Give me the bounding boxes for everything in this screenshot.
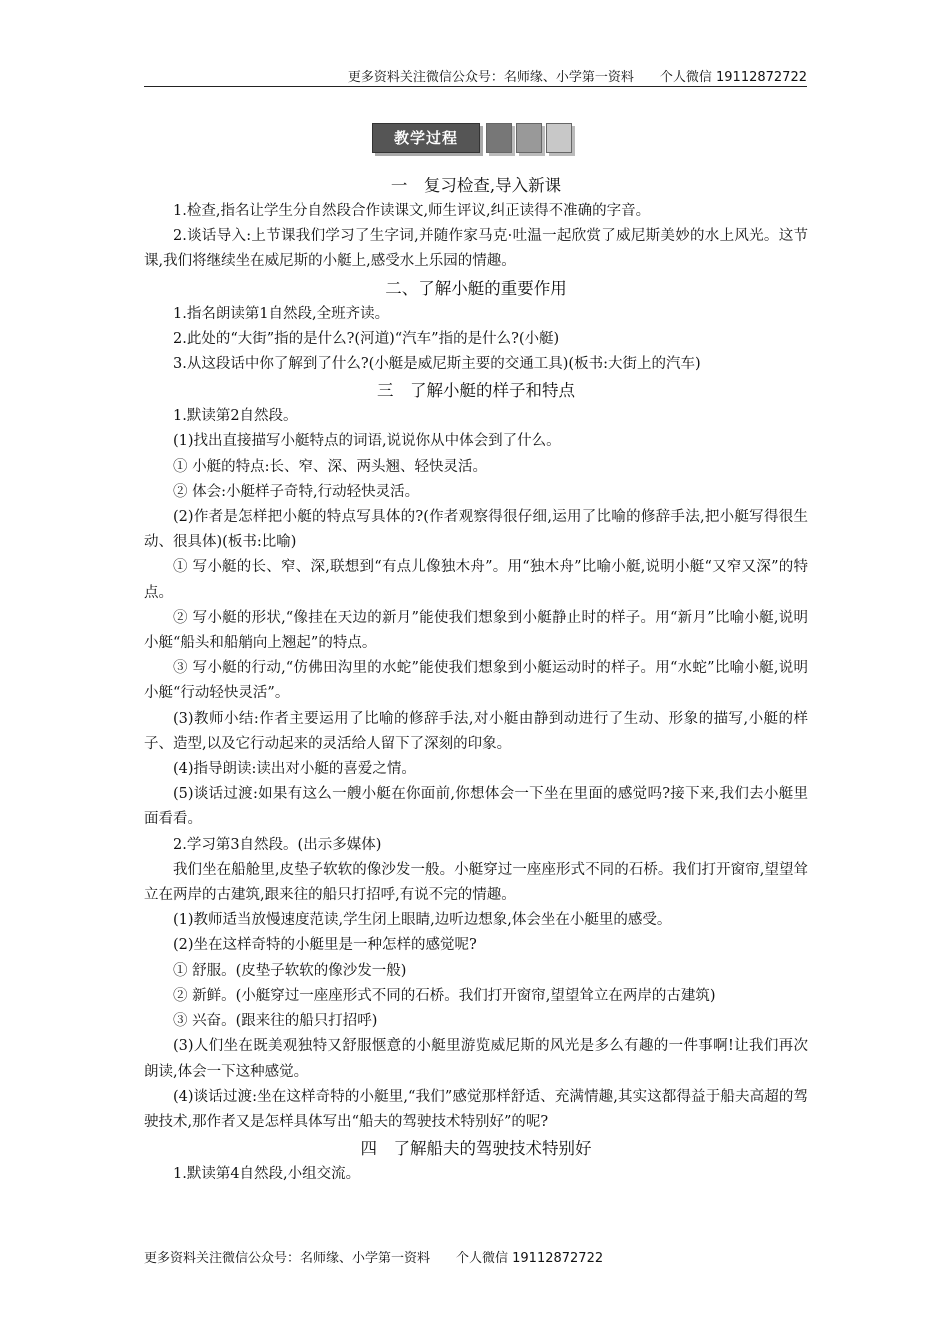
paragraph: ① 舒服。(皮垫子软软的像沙发一般): [173, 962, 407, 979]
section-heading: 一 复习检查,导入新课: [390, 176, 562, 195]
paragraph: 2.此处的“大街”指的是什么?(河道)“汽车”指的是什么?(小艇): [173, 330, 560, 347]
paragraph: 2.谈话导入:上节课我们学习了生字词,并随作家马克·吐温一起欣赏了威尼斯美妙的水上风光。这节课,我们将继续坐在威尼斯的小艇上,感受水上乐园的情趣。: [144, 228, 808, 270]
banner-decoration-block: [546, 123, 572, 153]
header-divider: [144, 86, 807, 87]
banner-decoration-block: [486, 123, 512, 153]
paragraph: ① 小艇的特点:长、窄、深、两头翘、轻快灵活。: [173, 458, 487, 475]
paragraph: (1)找出直接描写小艇特点的词语,说说你从中体会到了什么。: [173, 433, 561, 450]
paragraph: ① 写小艇的长、窄、深,联想到“有点儿像独木舟”。用“独木舟”比喻小艇,说明小艇“又窄又深”的特点。: [144, 559, 808, 601]
paragraph: ③ 写小艇的行动,“仿佛田沟里的水蛇”能使我们想象到小艇运动时的样子。用“水蛇”比喻小艇,说明小艇“行动轻快灵活”。: [144, 660, 808, 702]
paragraph: (3)人们坐在既美观独特又舒服惬意的小艇里游览威尼斯的风光是多么有趣的一件事啊!让我们再次朗读,体会一下这种感觉。: [144, 1038, 808, 1080]
paragraph: ② 写小艇的形状,“像挂在天边的新月”能使我们想象到小艇静止时的样子。用“新月”比喻小艇,说明小艇“船头和船艄向上翘起”的特点。: [144, 609, 808, 652]
paragraph: (4)谈话过渡:坐在这样奇特的小艇里,“我们”感觉那样舒适、充满情趣,其实这都得益于船夫高超的驾驶技术,那作者又是怎样具体写出“船夫的驾驶技术特别好”的呢?: [144, 1088, 808, 1130]
page-header: 更多资料关注微信公众号：名师缘、小学第一资料 个人微信 19112872722: [347, 70, 807, 85]
paragraph: (1)教师适当放慢速度范读,学生闭上眼睛,边听边想象,体会坐在小艇里的感受。: [173, 912, 672, 929]
paragraph: 1.指名朗读第1自然段,全班齐读。: [173, 305, 390, 322]
paragraph: ② 体会:小艇样子奇特,行动轻快灵活。: [173, 483, 420, 500]
lesson-content: [144, 172, 808, 1187]
paragraph: (2)作者是怎样把小艇的特点写具体的?(作者观察得很仔细,运用了比喻的修辞手法,把小艇写得很生动、很具体)(板书:比喻): [144, 509, 808, 551]
paragraph: 1.默读第4自然段,小组交流。: [173, 1166, 361, 1183]
paragraph: (2)坐在这样奇特的小艇里是一种怎样的感觉呢?: [173, 937, 477, 954]
paragraph: 1.默读第2自然段。: [173, 408, 298, 425]
paragraph: 3.从这段话中你了解到了什么?(小艇是威尼斯主要的交通工具)(板书:大街上的汽车): [173, 356, 701, 373]
paragraph: (4)指导朗读:读出对小艇的喜爱之情。: [173, 761, 416, 778]
paragraph: 1.检查,指名让学生分自然段合作读课文,师生评议,纠正读得不准确的字音。: [173, 203, 651, 219]
section-heading: 二、了解小艇的重要作用: [385, 278, 567, 298]
section-heading: 三 了解小艇的样子和特点: [377, 381, 575, 401]
banner-title: 教学过程: [372, 123, 480, 153]
section-heading: 四 了解船夫的驾驶技术特别好: [360, 1139, 592, 1159]
paragraph: 我们坐在船舱里,皮垫子软软的像沙发一般。小艇穿过一座座形式不同的石桥。我们打开窗帘,望望耸立在两岸的古建筑,跟来往的船只打招呼,有说不完的情趣。: [144, 861, 808, 904]
paragraph: 2.学习第3自然段。(出示多媒体): [173, 836, 382, 853]
paragraph: (5)谈话过渡:如果有这么一艘小艇在你面前,你想体会一下坐在里面的感觉吗?接下来,我们去小艇里面看看。: [144, 786, 808, 828]
paragraph: ③ 兴奋。(跟来往的船只打招呼): [173, 1013, 378, 1030]
paragraph: (3)教师小结:作者主要运用了比喻的修辞手法,对小艇由静到动进行了生动、形象的描写,小艇的样子、造型,以及它行动起来的灵活给人留下了深刻的印象。: [144, 710, 808, 752]
paragraph: ② 新鲜。(小艇穿过一座座形式不同的石桥。我们打开窗帘,望望耸立在两岸的古建筑): [173, 987, 716, 1004]
banner-decoration-block: [516, 123, 542, 153]
page-footer: 更多资料关注微信公众号：名师缘、小学第一资料 个人微信 19112872722: [144, 1251, 604, 1266]
